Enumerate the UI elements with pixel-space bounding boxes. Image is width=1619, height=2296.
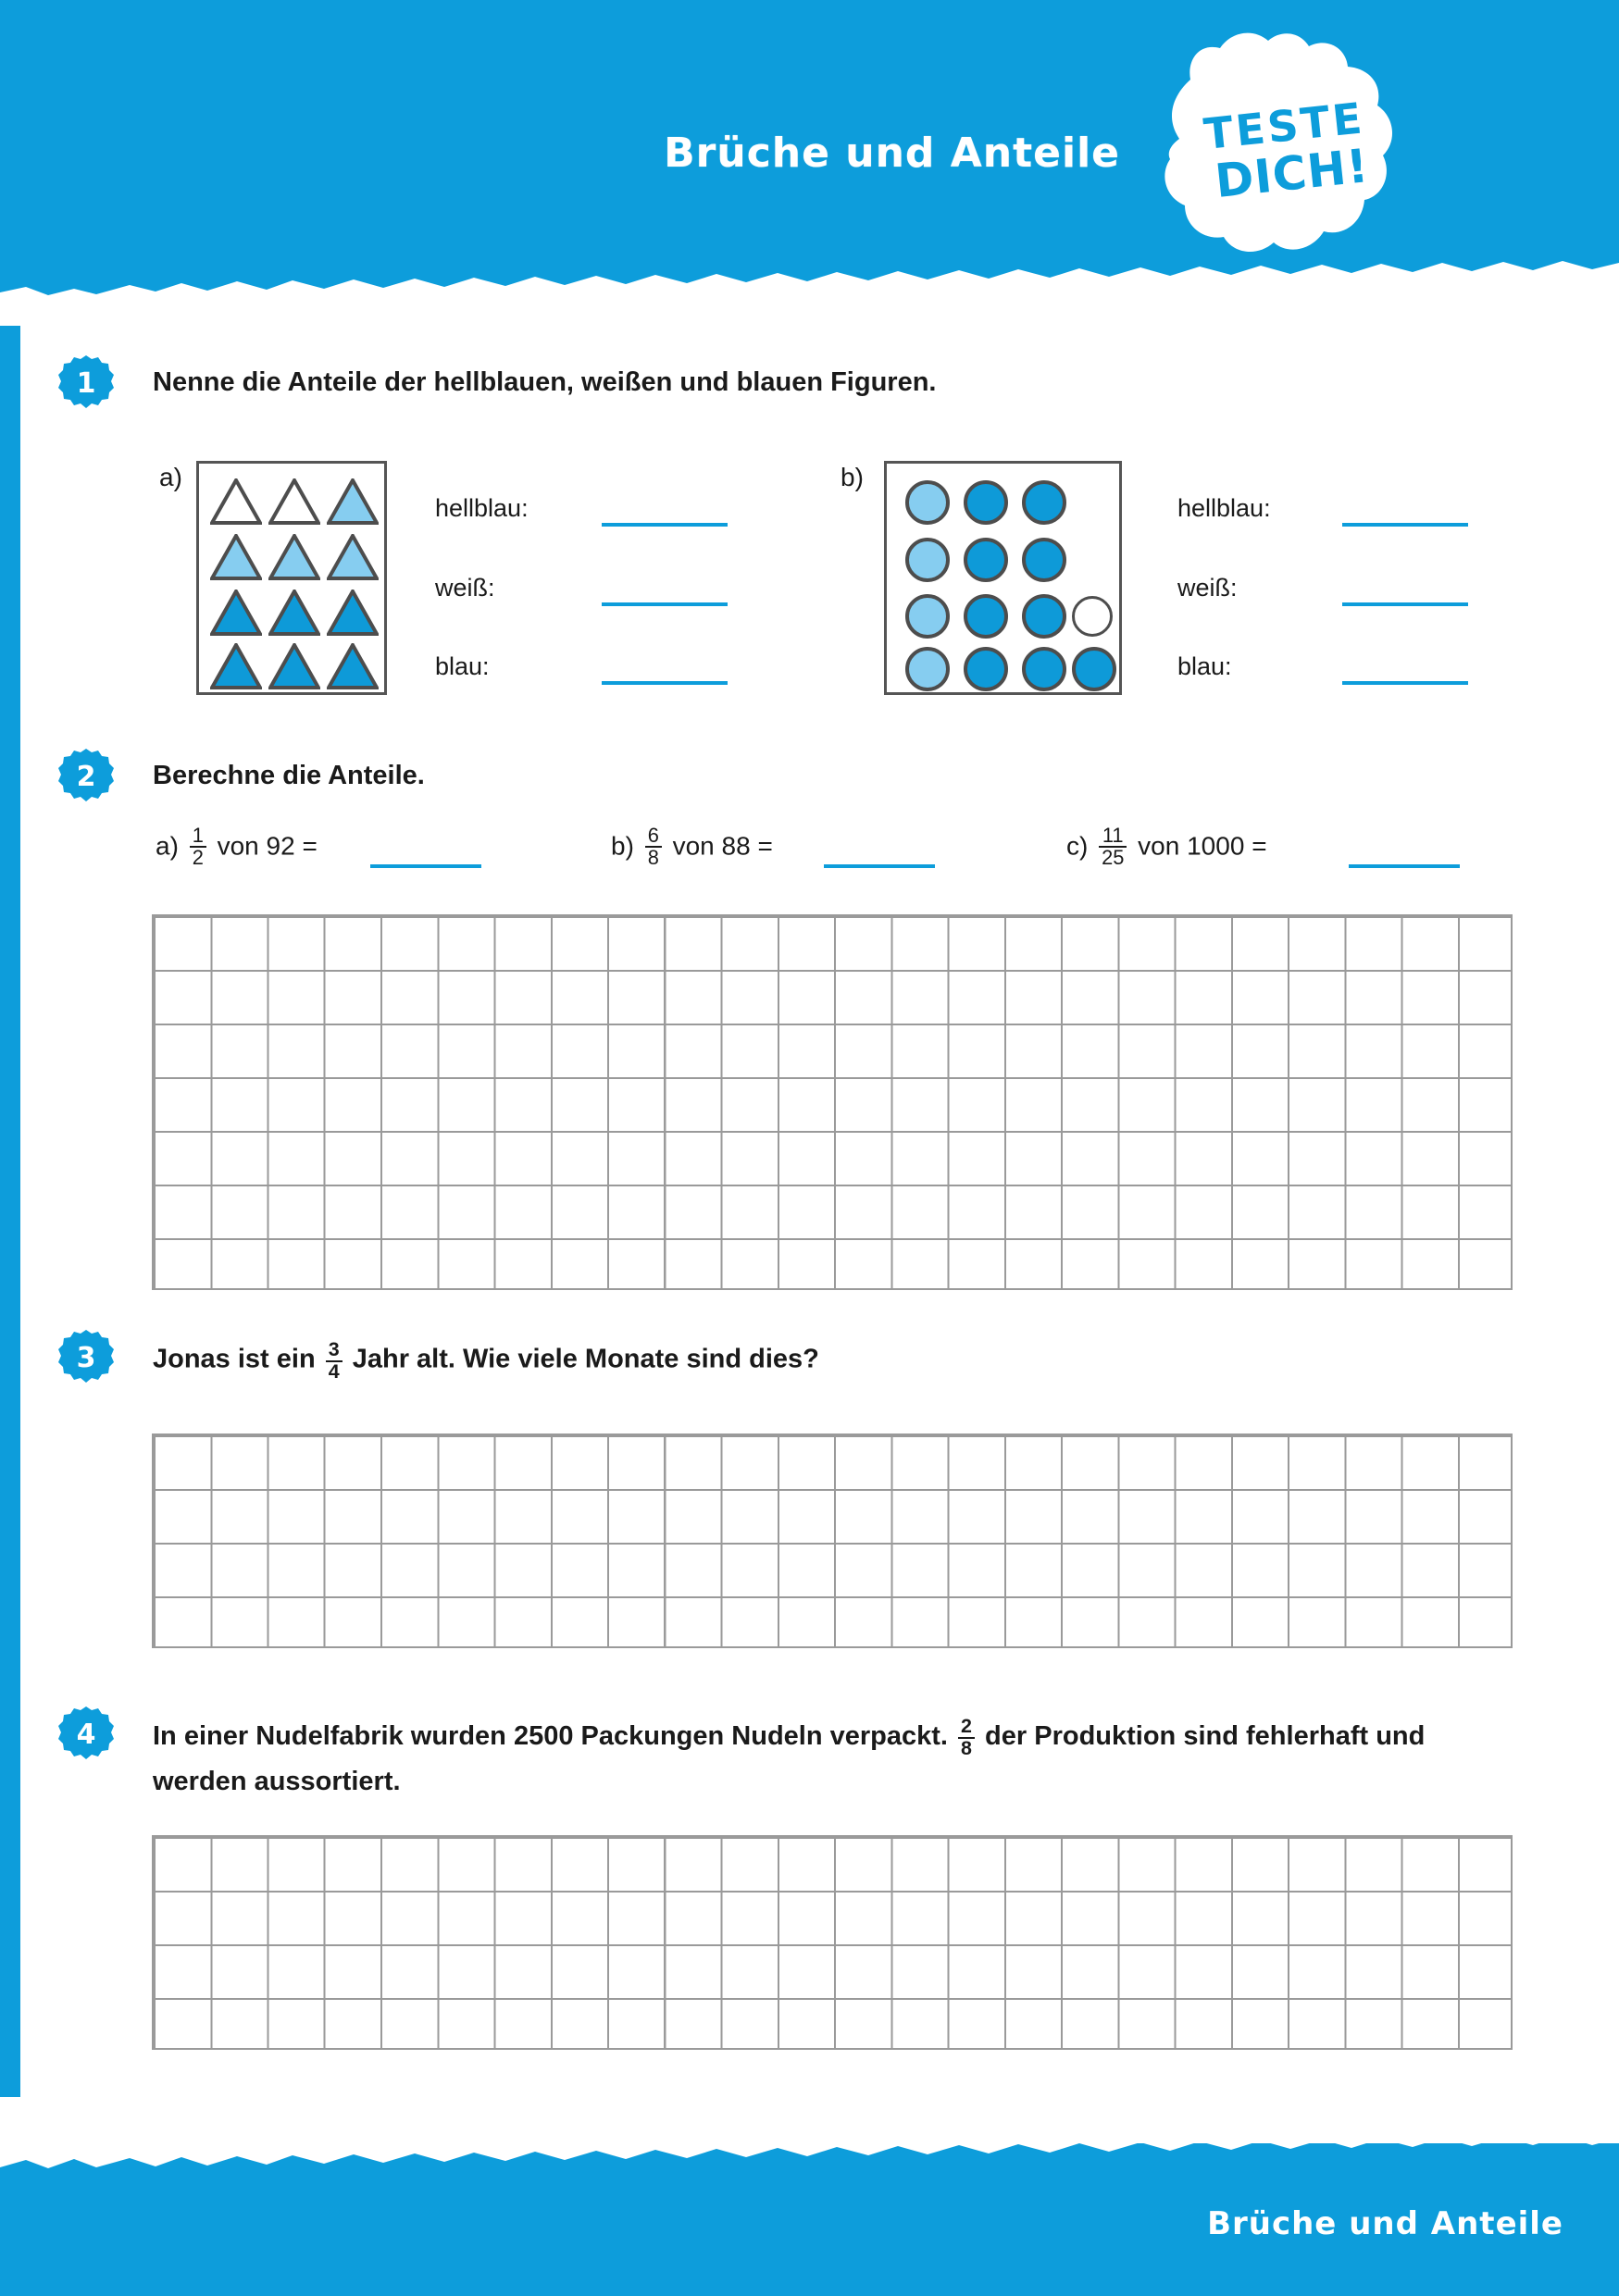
- exercise-4-prompt-line2: sind fehlerhaft und werden aussortiert.: [153, 1721, 1426, 1797]
- exercise-2-prompt: Berechne die Anteile.: [153, 761, 425, 790]
- exercise-3-prompt-after: Jahr alt. Wie viele Monate sind dies?: [352, 1344, 819, 1374]
- circle-r1c1: [905, 480, 950, 525]
- exercise-1a-label-hellblau: hellblau:: [435, 494, 529, 522]
- exercise-2a-line: [156, 825, 318, 869]
- triangle-outline-r1c2: [268, 478, 320, 525]
- exercise-badge-1: [57, 354, 115, 412]
- exercise-4-prompt-after: der Produktion: [985, 1721, 1177, 1751]
- triangle-outline-r3c3: [327, 590, 379, 636]
- exercise-2b-von: von: [672, 831, 715, 861]
- exercise-2c-line: [1066, 825, 1267, 869]
- exercise-2a-denominator: 2: [190, 846, 206, 868]
- exercise-number-4: 4: [76, 1718, 96, 1751]
- exercise-1a-label-blau: blau:: [435, 652, 490, 680]
- exercise-badge-3: [57, 1329, 115, 1386]
- circle-r1c2: [964, 480, 1008, 525]
- exercise-badge-4: [57, 1706, 115, 1763]
- page-header: [0, 0, 1619, 326]
- circle-r3c3: [1022, 594, 1066, 639]
- exercise-1a-blank-hellblau[interactable]: [602, 523, 728, 527]
- exercise-2a-label: a): [156, 831, 179, 861]
- exercise-2b-numerator: 6: [647, 824, 659, 847]
- exercise-number-2: 2: [76, 760, 96, 793]
- exercise-4-prompt: [153, 1714, 1523, 1804]
- exercise-2a-numerator: 1: [192, 824, 204, 847]
- circle-r2c1: [905, 538, 950, 582]
- exercise-2b-blank[interactable]: [824, 864, 935, 868]
- triangle-outline-r4c1: [210, 643, 262, 689]
- footer-title: Brüche und Anteile: [1207, 2205, 1563, 2242]
- circle-r4c1: [905, 647, 950, 691]
- exercise-4-numerator: 2: [961, 1715, 972, 1738]
- exercise-1b-blank-weiss[interactable]: [1342, 602, 1468, 606]
- exercise-2c-value: 1000: [1187, 831, 1245, 861]
- exercise-2c-numerator: 11: [1102, 824, 1124, 847]
- exercise-2b-denominator: 8: [645, 846, 662, 868]
- exercise-3-fraction: [326, 1340, 342, 1383]
- exercise-2c-denominator: 25: [1099, 846, 1127, 868]
- exercise-1b-label-blau: blau:: [1177, 652, 1232, 680]
- circle-r2c3: [1022, 538, 1066, 582]
- teste-dich-text: [1185, 92, 1389, 207]
- triangle-outline-r4c2: [268, 643, 320, 689]
- exercise-2b-line: [611, 825, 773, 869]
- exercise-1b-blank-hellblau[interactable]: [1342, 523, 1468, 527]
- exercise-4-prompt-before: In einer Nudelfabrik wurden 2500 Packungen Nudeln verpackt.: [153, 1721, 948, 1751]
- exercise-1b-figure-box: [884, 461, 1122, 695]
- footer-torn-edge-icon: [0, 2097, 1619, 2171]
- exercise-2c-fraction: [1099, 825, 1127, 869]
- triangle-outline-r1c3: [327, 478, 379, 525]
- circle-r2c2: [964, 538, 1008, 582]
- exercise-3-numerator: 3: [328, 1338, 340, 1360]
- exercise-1-prompt: Nenne die Anteile der hellblauen, weißen und blauen Figuren.: [153, 367, 937, 397]
- exercise-1a-label-weiss: weiß:: [435, 574, 495, 602]
- triangle-outline-r2c1: [210, 534, 262, 580]
- exercise-2c-blank[interactable]: [1349, 864, 1460, 868]
- circle-r1c3: [1022, 480, 1066, 525]
- exercise-2a-fraction: [190, 825, 206, 869]
- exercise-1b-blank-blau[interactable]: [1342, 681, 1468, 685]
- exercise-1b-label-hellblau: hellblau:: [1177, 494, 1271, 522]
- left-blue-rail: [0, 0, 20, 2296]
- exercise-1a-blank-weiss[interactable]: [602, 602, 728, 606]
- circle-r4c3: [1022, 647, 1066, 691]
- triangle-outline-r3c2: [268, 590, 320, 636]
- exercise-2c-von: von: [1138, 831, 1180, 861]
- exercise-2b-fraction: [645, 825, 662, 869]
- circle-r3c2: [964, 594, 1008, 639]
- exercise-2b-value: 88: [721, 831, 751, 861]
- page-footer: [0, 2097, 1619, 2296]
- triangle-outline-r2c3: [327, 534, 379, 580]
- exercise-2a-equals: =: [302, 831, 318, 861]
- circle-r4c4: [1072, 647, 1116, 691]
- exercise-3-denominator: 4: [326, 1360, 342, 1383]
- exercise-2a-blank[interactable]: [370, 864, 481, 868]
- exercise-1a-figure-box: [196, 461, 387, 695]
- exercise-badge-2: [57, 748, 115, 805]
- exercise-number-1: 1: [76, 366, 96, 400]
- triangle-outline-r1c1: [210, 478, 262, 525]
- exercise-2b-label: b): [611, 831, 634, 861]
- teste-line-2: DICH!: [1212, 139, 1372, 209]
- page-title: Brüche und Anteile: [664, 130, 1120, 177]
- exercise-1a-label: a): [159, 463, 182, 491]
- exercise-4-answer-grid[interactable]: [152, 1835, 1513, 2050]
- exercise-2c-equals: =: [1252, 831, 1267, 861]
- circle-r4c2: [964, 647, 1008, 691]
- exercise-1b-label: b): [841, 463, 864, 491]
- exercise-3-prompt-before: Jonas ist ein: [153, 1344, 316, 1374]
- triangle-outline-r4c3: [327, 643, 379, 689]
- teste-line-1: TESTE: [1202, 93, 1367, 160]
- triangle-outline-r3c1: [210, 590, 262, 636]
- exercise-1b-label-weiss: weiß:: [1177, 574, 1238, 602]
- exercise-2a-von: von: [217, 831, 259, 861]
- exercise-1a-blank-blau[interactable]: [602, 681, 728, 685]
- exercise-3-prompt: [153, 1340, 1449, 1383]
- exercise-2c-label: c): [1066, 831, 1089, 861]
- exercise-2-answer-grid[interactable]: [152, 914, 1513, 1290]
- exercise-number-3: 3: [76, 1341, 96, 1374]
- exercise-3-answer-grid[interactable]: [152, 1433, 1513, 1648]
- exercise-2a-value: 92: [266, 831, 295, 861]
- circle-r3c4: [1072, 596, 1113, 637]
- exercise-4-denominator: 8: [958, 1737, 975, 1759]
- exercise-4-fraction: [958, 1717, 975, 1759]
- exercise-2b-equals: =: [757, 831, 773, 861]
- circle-r3c1: [905, 594, 950, 639]
- triangle-outline-r2c2: [268, 534, 320, 580]
